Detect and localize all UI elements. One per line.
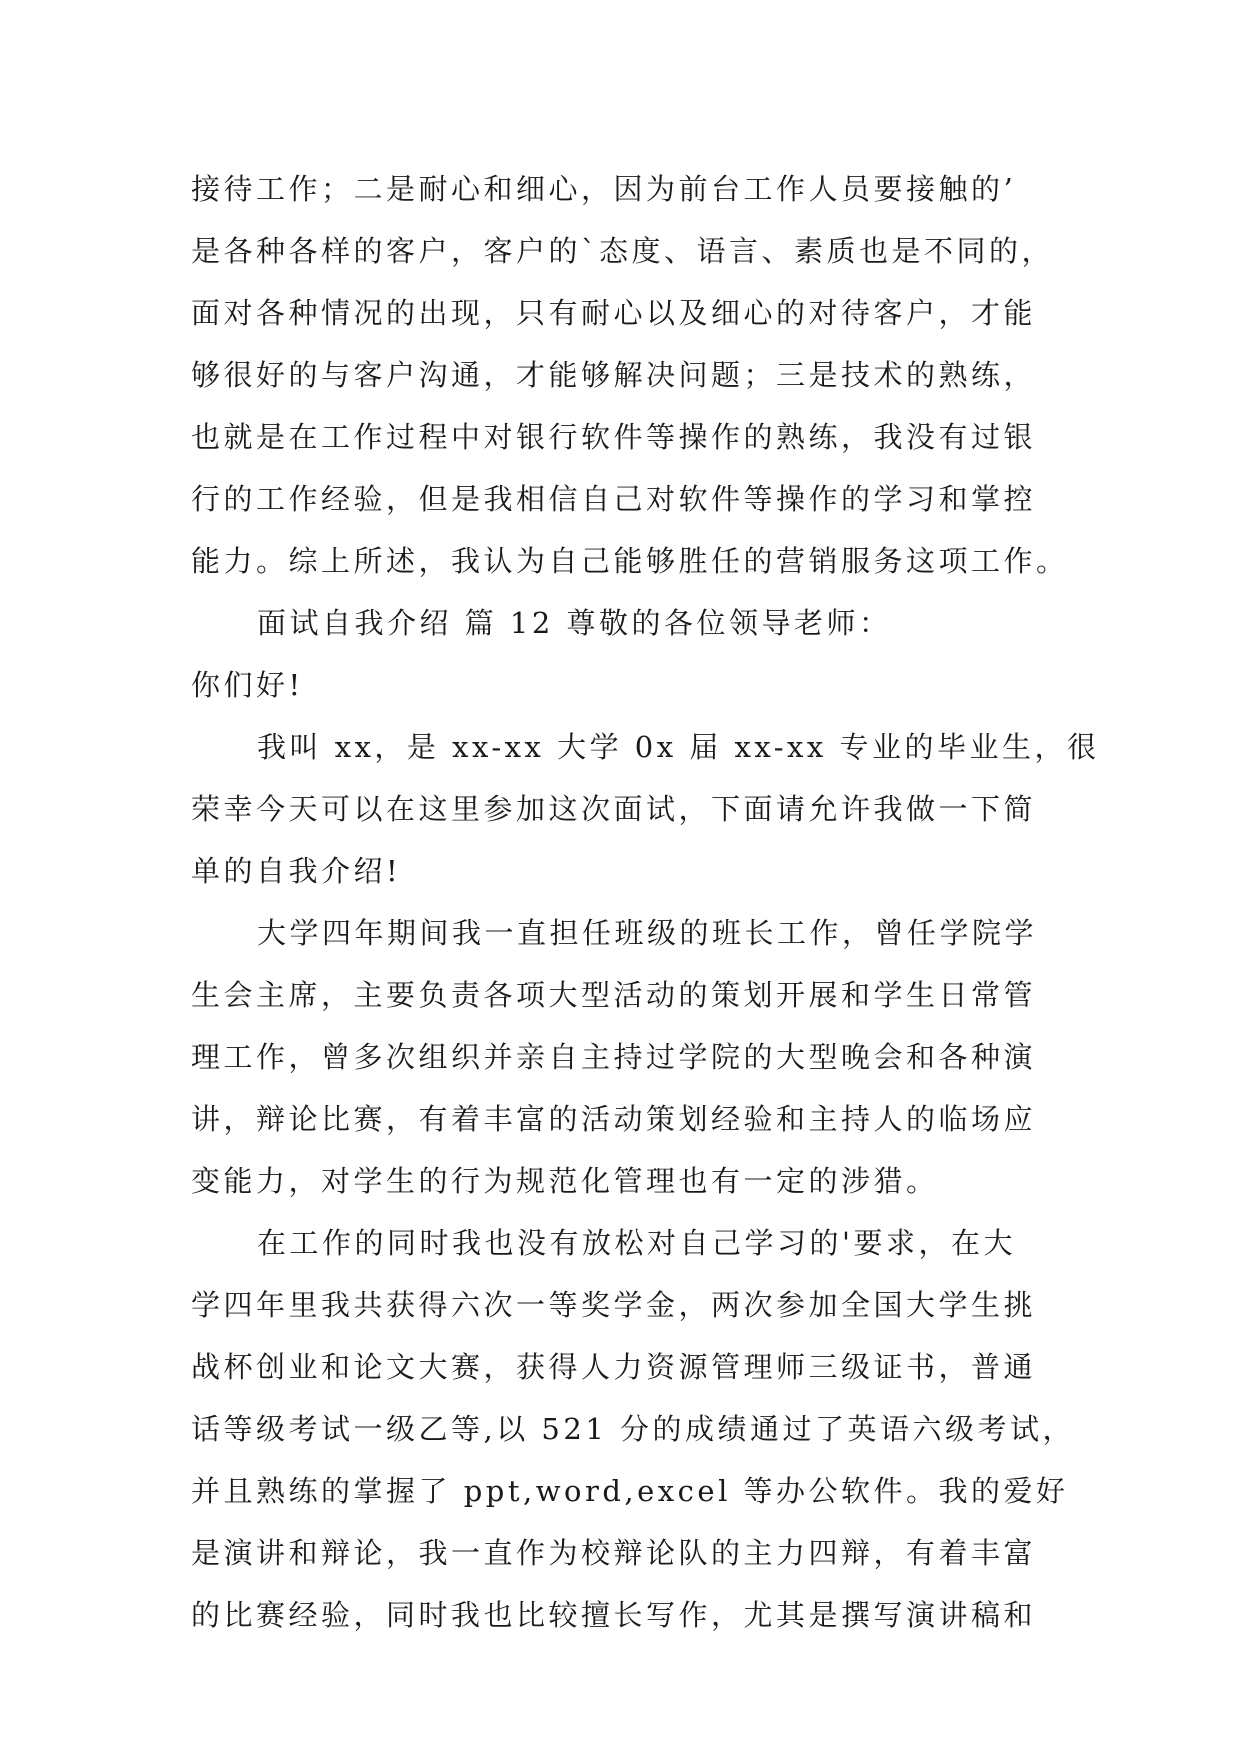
paragraph-start: 在工作的同时我也没有放松对自己学习的'要求，在大 bbox=[257, 1226, 1016, 1260]
text-line: 理工作，曾多次组织并亲自主持过学院的大型晚会和各种演 bbox=[191, 1040, 1037, 1074]
section-heading: 面试自我介绍 篇 12 尊敬的各位领导老师： bbox=[257, 606, 892, 640]
text-line: 面对各种情况的出现，只有耐心以及细心的对待客户，才能 bbox=[191, 296, 1037, 330]
text-line: 是演讲和辩论，我一直作为校辩论队的主力四辩，有着丰富 bbox=[191, 1536, 1037, 1570]
text-line: 战杯创业和论文大赛，获得人力资源管理师三级证书，普通 bbox=[191, 1350, 1037, 1384]
text-line: 单的自我介绍! bbox=[191, 854, 402, 888]
text-line: 的比赛经验，同时我也比较擅长写作，尤其是撰写演讲稿和 bbox=[191, 1598, 1037, 1632]
paragraph-start: 大学四年期间我一直担任班级的班长工作，曾任学院学 bbox=[257, 916, 1038, 950]
text-line: 讲，辩论比赛，有着丰富的活动策划经验和主持人的临场应 bbox=[191, 1102, 1037, 1136]
greeting-line: 你们好! bbox=[191, 668, 304, 702]
text-line: 荣幸今天可以在这里参加这次面试，下面请允许我做一下简 bbox=[191, 792, 1037, 826]
text-line: 并且熟练的掌握了 ppt,word,excel 等办公软件。我的爱好 bbox=[191, 1474, 1069, 1508]
text-line: 话等级考试一级乙等,以 521 分的成绩通过了英语六级考试， bbox=[191, 1412, 1076, 1446]
text-line: 行的工作经验，但是我相信自己对软件等操作的学习和掌控 bbox=[191, 482, 1037, 516]
text-line: 生会主席，主要负责各项大型活动的策划开展和学生日常管 bbox=[191, 978, 1037, 1012]
text-line: 能力。综上所述，我认为自己能够胜任的营销服务这项工作。 bbox=[191, 544, 1069, 578]
paragraph-start: 我叫 xx，是 xx-xx 大学 0x 届 xx-xx 专业的毕业生，很 bbox=[257, 730, 1100, 764]
text-line: 变能力，对学生的行为规范化管理也有一定的涉猎。 bbox=[191, 1164, 939, 1198]
text-line: 够很好的与客户沟通，才能够解决问题；三是技术的熟练， bbox=[191, 358, 1037, 392]
text-line: 是各种各样的客户，客户的`态度、语言、素质也是不同的， bbox=[191, 234, 1055, 268]
text-line: 学四年里我共获得六次一等奖学金，两次参加全国大学生挑 bbox=[191, 1288, 1037, 1322]
text-line: 接待工作；二是耐心和细心，因为前台工作人员要接触的’ bbox=[191, 172, 1017, 206]
document-body bbox=[191, 158, 1100, 1646]
text-line: 也就是在工作过程中对银行软件等操作的熟练，我没有过银 bbox=[191, 420, 1037, 454]
